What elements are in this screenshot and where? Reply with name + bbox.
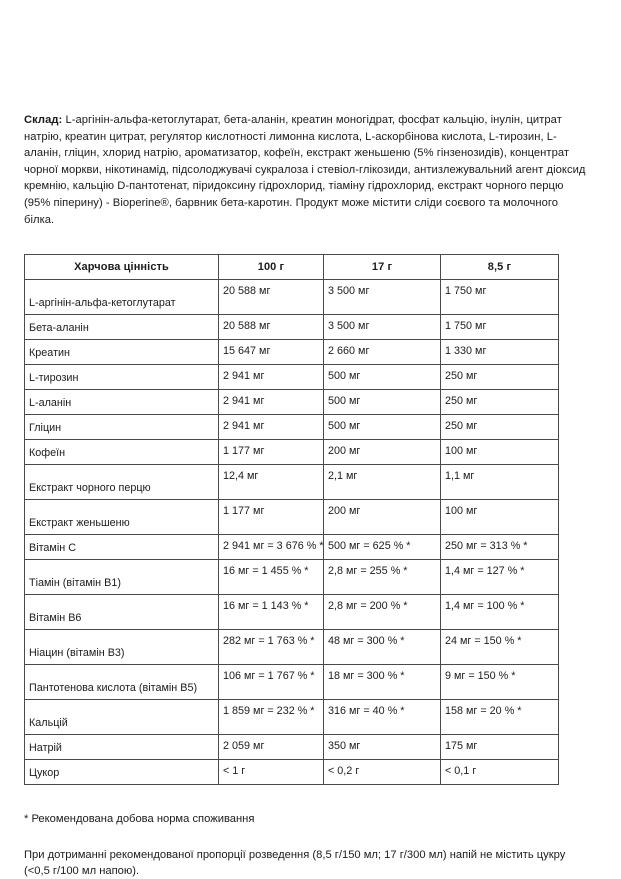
value-8-5g: 100 мг (441, 440, 559, 465)
value-17g: 18 мг = 300 % * (324, 665, 441, 700)
value-100g: < 1 г (219, 760, 324, 785)
value-8-5g: 1 750 мг (441, 280, 559, 315)
value-17g: 350 мг (324, 735, 441, 760)
value-100g: 16 мг = 1 143 % * (219, 595, 324, 630)
table-row (25, 390, 559, 415)
value-17g: 500 мг (324, 390, 441, 415)
nutrient-name: Кофеїн (25, 440, 219, 465)
value-17g: 316 мг = 40 % * (324, 700, 441, 735)
nutrition-table-wrapper (24, 254, 558, 785)
nutrient-name: Пантотенова кислота (вітамін B5) (25, 665, 219, 700)
note-dilution: При дотриманні рекомендованої пропорції розведення (8,5 г/150 мл; 17 г/300 мл) напій не містить цукру (<0,5 г/100 мл напою). (24, 848, 566, 877)
value-8-5g: 250 мг (441, 415, 559, 440)
nutrient-name: Цукор (25, 760, 219, 785)
table-row (25, 630, 559, 665)
value-8-5g: 175 мг (441, 735, 559, 760)
table-row (25, 315, 559, 340)
value-100g: 2 941 мг (219, 415, 324, 440)
composition-text: L-аргінін-альфа-кетоглутарат, бета-аланін, креатин моногідрат, фосфат кальцію, інулін, цитрат натрію, креатин цитрат, регулятор кислотності лимонна кислота, L-аскорбінова кислота, L-тирозин, L-аланін, гліцин, хлорид натрію, ароматизатор, кофеїн, екстракт женьшеню (5% гінзенозидів), концентрат чорної моркви, нікотинамід, підсолоджувачі сукралоза і стевіол-глікозиди, антизлежувальний агент діоксид кремнію, кальцію D-пантотенат, піридоксину гідрохлорид, тіаміну гідрохлорид, екстракт чорного перцю (95% піперину) - Bioperine®, барвник бета-каротин. Продукт може містити сліди соєвого та молочного білка. (24, 114, 586, 226)
composition-label: Склад: (24, 114, 63, 126)
value-8-5g: < 0,1 г (441, 760, 559, 785)
nutrition-table-head (25, 255, 559, 280)
header-serving-8-5g: 8,5 г (441, 255, 559, 280)
nutrient-name: Вітамін C (25, 535, 219, 560)
value-17g: 200 мг (324, 500, 441, 535)
value-17g: 500 мг (324, 365, 441, 390)
value-17g: < 0,2 г (324, 760, 441, 785)
value-100g: 106 мг = 1 767 % * (219, 665, 324, 700)
footnotes (24, 811, 572, 879)
composition-paragraph (24, 112, 597, 228)
value-17g: 500 мг = 625 % * (324, 535, 441, 560)
table-row (25, 700, 559, 735)
note-rda: * Рекомендована добова норма споживання (24, 813, 255, 826)
nutrient-name: Вітамін B6 (25, 595, 219, 630)
value-8-5g: 24 мг = 150 % * (441, 630, 559, 665)
table-row (25, 440, 559, 465)
nutrient-name: L-аргінін-альфа-кетоглутарат (25, 280, 219, 315)
table-row (25, 560, 559, 595)
nutrient-name: Бета-аланін (25, 315, 219, 340)
value-8-5g: 1 330 мг (441, 340, 559, 365)
nutrient-name: Тіамін (вітамін B1) (25, 560, 219, 595)
value-8-5g: 100 мг (441, 500, 559, 535)
value-8-5g: 1,4 мг = 127 % * (441, 560, 559, 595)
value-17g: 200 мг (324, 440, 441, 465)
table-row (25, 500, 559, 535)
nutrient-name: Екстракт чорного перцю (25, 465, 219, 500)
table-row (25, 280, 559, 315)
value-8-5g: 1 750 мг (441, 315, 559, 340)
value-100g: 1 177 мг (219, 500, 324, 535)
value-17g: 2,8 мг = 200 % * (324, 595, 441, 630)
value-8-5g: 1,1 мг (441, 465, 559, 500)
nutrient-name: Креатин (25, 340, 219, 365)
nutrient-name: Гліцин (25, 415, 219, 440)
table-row (25, 595, 559, 630)
table-row (25, 365, 559, 390)
value-100g: 15 647 мг (219, 340, 324, 365)
nutrient-name: L-тирозин (25, 365, 219, 390)
value-100g: 12,4 мг (219, 465, 324, 500)
value-17g: 3 500 мг (324, 280, 441, 315)
value-100g: 20 588 мг (219, 280, 324, 315)
table-row (25, 760, 559, 785)
nutrition-table-body (25, 280, 559, 785)
value-17g: 48 мг = 300 % * (324, 630, 441, 665)
value-8-5g: 1,4 мг = 100 % * (441, 595, 559, 630)
value-100g: 20 588 мг (219, 315, 324, 340)
value-17g: 2,1 мг (324, 465, 441, 500)
value-100g: 16 мг = 1 455 % * (219, 560, 324, 595)
value-17g: 2 660 мг (324, 340, 441, 365)
table-row (25, 340, 559, 365)
nutrient-name: Натрій (25, 735, 219, 760)
value-100g: 1 177 мг (219, 440, 324, 465)
table-row (25, 465, 559, 500)
value-8-5g: 250 мг (441, 390, 559, 415)
table-row (25, 535, 559, 560)
table-row (25, 665, 559, 700)
table-row (25, 415, 559, 440)
value-8-5g: 250 мг (441, 365, 559, 390)
nutrient-name: Екстракт женьшеню (25, 500, 219, 535)
value-100g: 282 мг = 1 763 % * (219, 630, 324, 665)
nutrient-name: Ніацин (вітамін B3) (25, 630, 219, 665)
value-17g: 500 мг (324, 415, 441, 440)
value-17g: 2,8 мг = 255 % * (324, 560, 441, 595)
value-100g: 2 941 мг = 3 676 % * (219, 535, 324, 560)
value-100g: 2 059 мг (219, 735, 324, 760)
value-100g: 1 859 мг = 232 % * (219, 700, 324, 735)
value-8-5g: 9 мг = 150 % * (441, 665, 559, 700)
value-8-5g: 250 мг = 313 % * (441, 535, 559, 560)
header-serving-100g: 100 г (219, 255, 324, 280)
value-8-5g: 158 мг = 20 % * (441, 700, 559, 735)
table-header-row (25, 255, 559, 280)
nutrition-table (24, 254, 559, 785)
value-100g: 2 941 мг (219, 390, 324, 415)
value-100g: 2 941 мг (219, 365, 324, 390)
nutrient-name: L-аланін (25, 390, 219, 415)
value-17g: 3 500 мг (324, 315, 441, 340)
header-serving-17g: 17 г (324, 255, 441, 280)
nutrient-name: Кальцій (25, 700, 219, 735)
table-row (25, 735, 559, 760)
header-nutrient-name: Харчова цінність (25, 255, 219, 280)
